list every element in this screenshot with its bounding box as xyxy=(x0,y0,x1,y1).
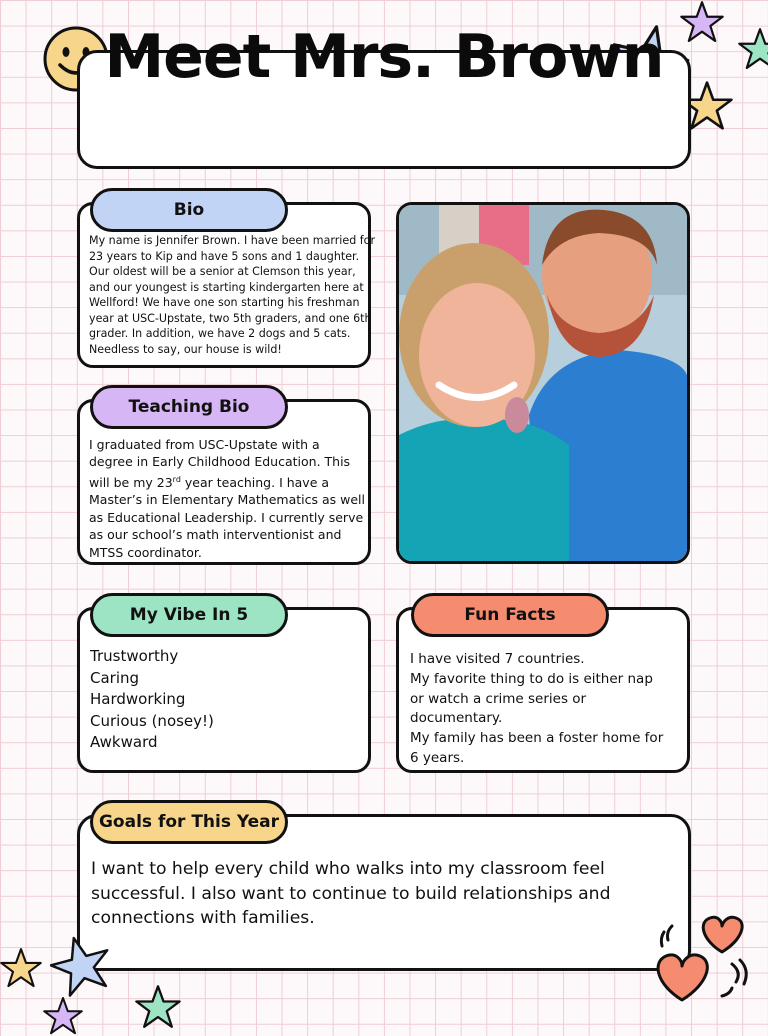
teaching-bio-text xyxy=(89,436,365,561)
portrait-illustration xyxy=(399,205,687,561)
fun-fact-line: My family has been a foster home for xyxy=(410,730,664,747)
teaching-bio-line: Master’s in Elementary Mathematics as well xyxy=(89,492,365,508)
bio-line: Needless to say, our house is wild! xyxy=(89,342,282,356)
bio-text xyxy=(89,233,375,357)
star-purple-icon xyxy=(38,996,88,1036)
bio-line: Wellford! We have one son starting his freshman xyxy=(89,296,360,309)
vibe-list xyxy=(90,646,214,754)
bio-line: Our oldest will be a senior at Clemson this year, xyxy=(89,265,356,278)
goals-text xyxy=(91,857,610,931)
goals-label: Goals for This Year xyxy=(90,800,288,844)
teaching-bio-line: degree in Early Childhood Education. This xyxy=(89,454,351,470)
goals-line: connections with families. xyxy=(91,908,315,928)
fun-facts-label: Fun Facts xyxy=(411,593,609,637)
fun-fact-line: 6 years. xyxy=(410,749,465,766)
fun-facts-text xyxy=(410,650,663,769)
fun-fact-line: documentary. xyxy=(410,710,503,727)
bio-line: and our youngest is starting kindergarten here at xyxy=(89,280,364,294)
star-blue-icon xyxy=(50,930,112,1000)
vibe-item: Awkward xyxy=(90,733,158,751)
bio-line: 23 years to Kip and have 5 sons and 1 daughter. xyxy=(89,249,360,263)
vibe-item: Trustworthy xyxy=(90,647,179,665)
vibe-item: Caring xyxy=(90,668,140,687)
teaching-bio-label: Teaching Bio xyxy=(90,385,288,429)
goals-line: I want to help every child who walks into my classroom feel xyxy=(91,859,605,879)
teaching-bio-line: as our school’s math interventionist and xyxy=(89,527,342,543)
goals-line: successful. I also want to continue to build relationships and xyxy=(91,883,611,904)
bio-line: year at USC-Upstate, two 5th graders, and one 6th xyxy=(89,311,372,325)
vibe-label: My Vibe In 5 xyxy=(90,593,288,637)
teaching-bio-line: will be my 23rd year teaching. I have a xyxy=(89,474,330,490)
fun-fact-line: My favorite thing to do is either nap xyxy=(410,670,653,687)
bio-label: Bio xyxy=(90,188,288,232)
star-yellow-icon xyxy=(0,940,42,996)
bio-line: My name is Jennifer Brown. I have been married for xyxy=(89,234,376,247)
vibe-item: Hardworking xyxy=(90,690,186,708)
teaching-bio-line: I graduated from USC-Upstate with a xyxy=(89,437,320,452)
teaching-bio-line: MTSS coordinator. xyxy=(89,544,202,560)
page-title: Meet Mrs. Brown xyxy=(104,22,664,92)
ordinal-suffix: rd xyxy=(172,474,181,484)
fun-fact-line: I have visited 7 countries. xyxy=(410,651,585,667)
teaching-bio-line: as Educational Leadership. I currently serve xyxy=(89,509,364,525)
hearts-icon xyxy=(646,912,756,1008)
fun-fact-line: or watch a crime series or xyxy=(410,690,587,707)
star-green-icon xyxy=(130,984,186,1030)
bio-line: grader. In addition, we have 2 dogs and 5 cats. xyxy=(89,327,351,340)
portrait-photo xyxy=(396,202,690,564)
vibe-item: Curious (nosey!) xyxy=(90,711,214,730)
